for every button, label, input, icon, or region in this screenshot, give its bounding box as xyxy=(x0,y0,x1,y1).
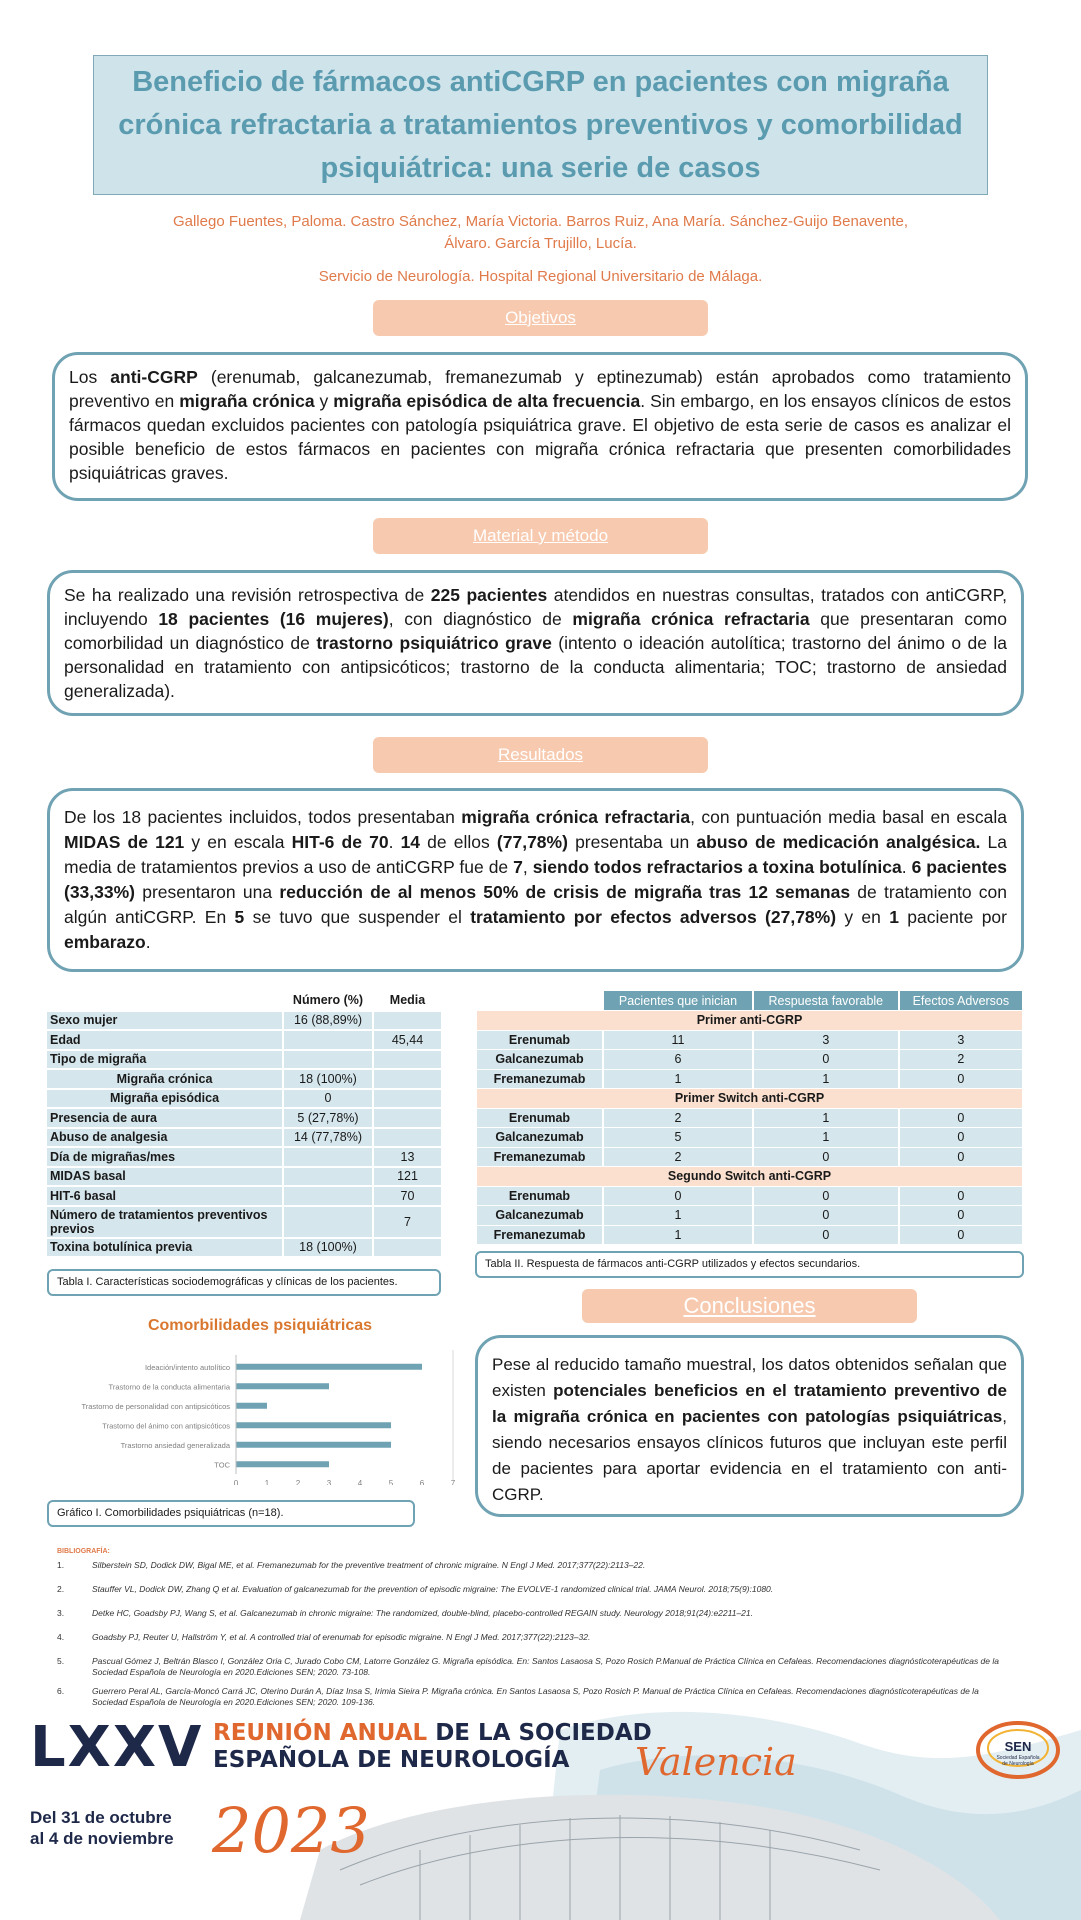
x-tick-label: 2 xyxy=(295,1479,301,1485)
text-run: paciente por xyxy=(898,907,1007,927)
text-run: , con puntuación media basal en escala xyxy=(690,807,1007,827)
reference-number: 4. xyxy=(57,1632,65,1642)
bold-text-run: tratamiento por efectos adversos (27,78%) xyxy=(470,907,837,927)
bar xyxy=(236,1403,267,1409)
sen-logo-text: SEN xyxy=(1004,1739,1032,1754)
row-label: Migraña episódica xyxy=(47,1089,283,1109)
x-tick-label: 6 xyxy=(419,1479,425,1485)
drug-name: Fremanezumab xyxy=(477,1225,603,1245)
resultados-box xyxy=(47,788,1024,972)
bold-text-run: 225 pacientes xyxy=(430,585,548,605)
poster-title-box xyxy=(93,55,988,195)
reference-text: Guerrero Peral AL, García-Moncó Carrá JC, Oterino Durán A, Díaz Insa S, Irimia Sieira P. Migraña crónica. En Santos Lasaosa S, Pozo Rosich P. Manual de Práctica Clínica en Cefaleas. Recomendaciones diagnósticoterapéuticas de la Sociedad Española de Neurología en 2020.Ediciones SEN; 2020. 109-136. xyxy=(92,1686,979,1707)
row-number-cell: 18 (100%) xyxy=(283,1069,373,1089)
text-run: Los xyxy=(69,367,111,387)
text-run: se tuvo que suspender el xyxy=(244,907,471,927)
table-row xyxy=(477,1030,1023,1050)
chart-caption: Gráfico I. Comorbilidades psiquiátricas (n=18). xyxy=(47,1500,415,1527)
table-row xyxy=(47,1069,442,1089)
congress-year: 2023 xyxy=(212,1794,370,1867)
dates-line-1: Del 31 de octubre xyxy=(30,1808,172,1827)
favorable-response-cell: 3 xyxy=(753,1030,899,1050)
text-run: La media de tratamientos previos a uso de antiCGRP fue de xyxy=(64,832,1008,877)
x-tick-label: 1 xyxy=(264,1479,270,1485)
reference-text: Stauffer VL, Dodick DW, Zhang Q et al. Evaluation of galcanezumab for the prevention of episodic migraine: The EVOLVE-1 randomized clinical trial. JAMA Neurol. 2018;75(9):1080. xyxy=(92,1584,774,1594)
row-number-cell xyxy=(283,1186,373,1206)
text-run: . xyxy=(901,857,912,877)
category-label: Trastorno ansiedad generalizada xyxy=(120,1440,230,1450)
table-header-cell xyxy=(47,991,283,1011)
table1-caption: Tabla I. Características sociodemográficas y clínicas de los pacientes. xyxy=(47,1269,441,1296)
bold-text-run: HIT-6 de 70 xyxy=(291,832,389,852)
text-run: y xyxy=(314,391,334,411)
row-mean-cell xyxy=(373,1128,442,1148)
table-row xyxy=(477,1147,1023,1167)
favorable-response-cell: 1 xyxy=(753,1108,899,1128)
row-number-cell: 14 (77,78%) xyxy=(283,1128,373,1148)
chart-title: Comorbilidades psiquiátricas xyxy=(147,1317,373,1334)
table-header-cell: Pacientes que inician xyxy=(603,991,753,1011)
bold-text-run: migraña crónica refractaria xyxy=(461,807,691,827)
x-tick-label: 4 xyxy=(357,1479,363,1485)
text-run: Se ha realizado una revisión retrospectiva de xyxy=(64,585,431,605)
patients-start-cell: 1 xyxy=(603,1069,753,1089)
row-mean-cell xyxy=(373,1011,442,1031)
reference-item xyxy=(57,1608,1012,1619)
category-label: Trastorno de la conducta alimentaria xyxy=(108,1382,230,1392)
reference-item xyxy=(57,1632,1012,1643)
bold-text-run: siendo todos refractarios a toxina botulínica xyxy=(532,857,902,877)
drug-name: Galcanezumab xyxy=(477,1128,603,1148)
x-tick-label: 7 xyxy=(450,1479,456,1485)
text-run: de ellos xyxy=(420,832,497,852)
authors-line-1: Gallego Fuentes, Paloma. Castro Sánchez, María Victoria. Barros Ruiz, Ana María. Sánchez-Guijo Benavente, xyxy=(172,213,909,230)
row-number-cell xyxy=(283,1167,373,1187)
drug-name: Galcanezumab xyxy=(477,1050,603,1070)
congress-name-rest: DE LA SOCIEDAD xyxy=(427,1720,652,1746)
drug-name: Fremanezumab xyxy=(477,1147,603,1167)
text-run: atendidos en nuestras consultas, tratados con antiCGRP, incluyendo xyxy=(64,585,1008,629)
bar xyxy=(236,1364,422,1370)
conclusiones-box xyxy=(475,1335,1024,1517)
reference-text: Goadsby PJ, Reuter U, Hallström Y, et al. A controlled trial of erenumab for episodic migraine. N Engl J Med. 2017;377(22):2123–32. xyxy=(92,1632,591,1642)
drug-name: Erenumab xyxy=(477,1186,603,1206)
table-row xyxy=(47,1147,442,1167)
congress-name-highlight: REUNIÓN ANUAL xyxy=(213,1720,428,1746)
reference-number: 3. xyxy=(57,1608,65,1618)
patients-start-cell: 2 xyxy=(603,1108,753,1128)
comorbidities-bar-chart xyxy=(40,1345,470,1485)
table-header-cell xyxy=(477,991,603,1011)
row-label: Número de tratamientos preventivos previos xyxy=(47,1206,283,1238)
bold-text-run: migraña crónica refractaria xyxy=(572,609,810,629)
patients-start-cell: 5 xyxy=(603,1128,753,1148)
text-run: . xyxy=(145,932,151,952)
bold-text-run: 18 pacientes (16 mujeres) xyxy=(158,609,389,629)
table-row xyxy=(47,1238,442,1258)
authors-line-2: Álvaro. García Trujillo, Lucía. xyxy=(444,235,637,252)
bold-text-run: potenciales beneficios en el tratamiento preventivo de la migraña crónica en pacientes con patologías psiquiátricas xyxy=(492,1381,1007,1426)
table-row xyxy=(47,1011,442,1031)
x-tick-label: 3 xyxy=(326,1479,332,1485)
favorable-response-cell: 0 xyxy=(753,1186,899,1206)
bold-text-run: MIDAS de 121 xyxy=(64,832,185,852)
row-mean-cell xyxy=(373,1089,442,1109)
patients-start-cell: 1 xyxy=(603,1225,753,1245)
objetivos-box xyxy=(52,352,1028,501)
row-label: Tipo de migraña xyxy=(47,1050,283,1070)
row-label: Toxina botulínica previa xyxy=(47,1238,283,1258)
patients-start-cell: 11 xyxy=(603,1030,753,1050)
table-group-row xyxy=(477,1011,1023,1031)
table-row xyxy=(47,1089,442,1109)
row-label: Migraña crónica xyxy=(47,1069,283,1089)
patients-start-cell: 1 xyxy=(603,1206,753,1226)
text-run: presentaba un xyxy=(567,832,697,852)
bar xyxy=(236,1461,329,1467)
favorable-response-cell: 0 xyxy=(753,1225,899,1245)
dates-line-2: al 4 de noviembre xyxy=(30,1829,174,1848)
section-heading-material: Material y método xyxy=(373,518,708,554)
group-title: Primer anti-CGRP xyxy=(477,1011,1023,1031)
x-tick-label: 5 xyxy=(388,1479,394,1485)
adverse-effects-cell: 0 xyxy=(899,1225,1023,1245)
bold-text-run: (77,78%) xyxy=(496,832,568,852)
row-mean-cell: 7 xyxy=(373,1206,442,1238)
bold-text-run: 6 pacientes (33,33%) xyxy=(64,857,1007,902)
adverse-effects-cell: 0 xyxy=(899,1108,1023,1128)
table-header-cell: Efectos Adversos xyxy=(899,991,1023,1011)
patients-start-cell: 0 xyxy=(603,1186,753,1206)
favorable-response-cell: 0 xyxy=(753,1050,899,1070)
table2-caption: Tabla II. Respuesta de fármacos anti-CGRP utilizados y efectos secundarios. xyxy=(475,1251,1024,1278)
table-header-cell: Número (%) xyxy=(283,991,373,1011)
reference-number: 2. xyxy=(57,1584,65,1594)
x-tick-label: 0 xyxy=(233,1479,239,1485)
adverse-effects-cell: 0 xyxy=(899,1069,1023,1089)
bold-text-run: anti-CGRP xyxy=(110,367,198,387)
row-mean-cell: 13 xyxy=(373,1147,442,1167)
congress-number: LXXV xyxy=(30,1715,204,1780)
row-number-cell: 18 (100%) xyxy=(283,1238,373,1258)
table-row xyxy=(47,1030,442,1050)
bold-text-run: embarazo xyxy=(64,932,146,952)
table-row xyxy=(477,1128,1023,1148)
table-group-row xyxy=(477,1089,1023,1109)
text-run: Pese al reducido tamaño muestral, los datos obtenidos señalan que existen xyxy=(492,1355,1007,1400)
adverse-effects-cell: 0 xyxy=(899,1206,1023,1226)
row-label: Sexo mujer xyxy=(47,1011,283,1031)
category-label: TOC xyxy=(214,1460,230,1470)
table-row xyxy=(47,1050,442,1070)
table-row xyxy=(477,1206,1023,1226)
text-run: y en xyxy=(836,907,890,927)
text-run: , siendo necesarios ensayos clínicos futuros que incluyan este perfil de pacientes para aportar evidencia en el tratamiento con anti-CGRP. xyxy=(492,1407,1007,1504)
table-row xyxy=(477,1186,1023,1206)
sen-logo-subtitle-line-2: de Neurología xyxy=(1002,1761,1034,1767)
bold-text-run: 5 xyxy=(234,907,245,927)
reference-text: Detke HC, Goadsby PJ, Wang S, et al. Galcanezumab in chronic migraine: The randomized, double-blind, placebo-controlled REGAIN study. Neurology 2018;91(24):e2211–21. xyxy=(92,1608,753,1618)
bold-text-run: migraña episódica de alta frecuencia xyxy=(333,391,641,411)
text-run: (erenumab, galcanezumab, fremanezumab y eptinezumab) están aprobados como tratamiento preventivo en xyxy=(69,367,1011,411)
text-run: . xyxy=(388,832,401,852)
reference-item xyxy=(57,1584,1012,1595)
bold-text-run: abuso de medicación analgésica. xyxy=(696,832,981,852)
row-label: Abuso de analgesia xyxy=(47,1128,283,1148)
text-run: que presentaran como comorbilidad un diagnóstico de xyxy=(64,609,1007,653)
text-run: (intento o ideación autolítica; trastorno del ánimo o de la personalidad en tratamiento con antipsicóticos; trastorno de la conducta alimentaria; TOC; trastorno de ansiedad generalizada). xyxy=(64,633,1007,701)
table-row xyxy=(477,1108,1023,1128)
row-mean-cell xyxy=(373,1050,442,1070)
text-run: presentaron una xyxy=(135,882,280,902)
bar xyxy=(236,1442,391,1448)
authors xyxy=(120,211,961,255)
text-run: , xyxy=(522,857,533,877)
row-number-cell xyxy=(283,1206,373,1238)
group-title: Primer Switch anti-CGRP xyxy=(477,1089,1023,1109)
table-row xyxy=(477,1069,1023,1089)
adverse-effects-cell: 0 xyxy=(899,1147,1023,1167)
category-label: Trastorno de personalidad con antipsicóticos xyxy=(81,1401,230,1411)
table-row xyxy=(47,1167,442,1187)
row-label: Edad xyxy=(47,1030,283,1050)
row-number-cell: 16 (88,89%) xyxy=(283,1011,373,1031)
table-header-cell: Media xyxy=(373,991,442,1011)
table-row xyxy=(47,1108,442,1128)
table-row xyxy=(477,1225,1023,1245)
congress-footer xyxy=(0,1700,1081,1920)
bold-text-run: 7 xyxy=(513,857,523,877)
reference-number: 5. xyxy=(57,1656,65,1666)
congress-dates xyxy=(30,1807,174,1849)
bold-text-run: 14 xyxy=(400,832,421,852)
adverse-effects-cell: 3 xyxy=(899,1030,1023,1050)
row-mean-cell xyxy=(373,1108,442,1128)
table-characteristics xyxy=(47,991,443,1258)
text-run: , con diagnóstico de xyxy=(388,609,573,629)
row-mean-cell xyxy=(373,1238,442,1258)
text-run: y en escala xyxy=(184,832,292,852)
favorable-response-cell: 1 xyxy=(753,1128,899,1148)
group-title: Segundo Switch anti-CGRP xyxy=(477,1167,1023,1187)
sen-logo-subtitle xyxy=(975,1755,1061,1767)
drug-name: Galcanezumab xyxy=(477,1206,603,1226)
category-label: Ideación/intento autolítico xyxy=(144,1362,230,1372)
adverse-effects-cell: 0 xyxy=(899,1186,1023,1206)
sen-logo-subtitle-line-1: Sociedad Española xyxy=(996,1755,1040,1761)
table-header-cell: Respuesta favorable xyxy=(753,991,899,1011)
row-mean-cell: 121 xyxy=(373,1167,442,1187)
material-box xyxy=(47,570,1024,716)
reference-number: 1. xyxy=(57,1560,65,1570)
favorable-response-cell: 0 xyxy=(753,1147,899,1167)
table-row xyxy=(47,1128,442,1148)
affiliation: Servicio de Neurología. Hospital Regional Universitario de Málaga. xyxy=(318,268,763,285)
section-heading-conclusiones: Conclusiones xyxy=(582,1289,917,1323)
row-number-cell xyxy=(283,1030,373,1050)
section-heading-resultados: Resultados xyxy=(373,737,708,773)
bar xyxy=(236,1422,391,1428)
text-run: de tratamiento con algún antiCGRP. En xyxy=(64,882,1007,927)
row-label: Día de migrañas/mes xyxy=(47,1147,283,1167)
bibliography-heading: BIBLIOGRAFÍA: xyxy=(57,1548,110,1555)
table-row xyxy=(47,1186,442,1206)
table-response xyxy=(477,991,1024,1245)
bar xyxy=(236,1383,329,1389)
category-label: Trastorno del ánimo con antipsicóticos xyxy=(102,1421,230,1431)
bold-text-run: migraña crónica xyxy=(179,391,315,411)
favorable-response-cell: 1 xyxy=(753,1069,899,1089)
row-mean-cell: 70 xyxy=(373,1186,442,1206)
congress-name xyxy=(213,1720,652,1774)
text-run: . Sin embargo, en los ensayos clínicos de estos fármacos quedan excluidos pacientes con patología psiquiátrica grave. El objetivo de esta serie de casos es analizar el posible beneficio de estos fármacos en pacientes con migraña crónica refractaria que presenten comorbilidades psiquiátricas graves. xyxy=(69,391,1011,483)
row-label: Presencia de aura xyxy=(47,1108,283,1128)
row-number-cell: 5 (27,78%) xyxy=(283,1108,373,1128)
reference-text: Pascual Gómez J, Beltrán Blasco I, González Oria C, Jurado Cobo CM, Latorre González G. Migraña episódica. En: Santos Lasaosa S, Pozo Rosich P.Manual de Práctica Clínica en Cefaleas. Recomendaciones diagnósticoterapéuticas de la Sociedad Española de Neurología en 2020.Ediciones SEN; 2020. 73-108. xyxy=(92,1656,999,1677)
congress-name-line-2: ESPAÑOLA DE NEUROLOGÍA xyxy=(213,1747,570,1773)
row-label: HIT-6 basal xyxy=(47,1186,283,1206)
row-mean-cell: 45,44 xyxy=(373,1030,442,1050)
adverse-effects-cell: 2 xyxy=(899,1050,1023,1070)
table-row xyxy=(47,1206,442,1238)
drug-name: Fremanezumab xyxy=(477,1069,603,1089)
reference-item xyxy=(57,1656,1012,1678)
row-label: MIDAS basal xyxy=(47,1167,283,1187)
table-group-row xyxy=(477,1167,1023,1187)
poster-title: Beneficio de fármacos antiCGRP en pacientes con migraña crónica refractaria a tratamientos preventivos y comorbilidad psiquiátrica: una serie de casos xyxy=(118,65,963,184)
patients-start-cell: 2 xyxy=(603,1147,753,1167)
row-number-cell xyxy=(283,1147,373,1167)
favorable-response-cell: 0 xyxy=(753,1206,899,1226)
reference-item xyxy=(57,1560,1012,1571)
table-row xyxy=(477,1050,1023,1070)
row-mean-cell xyxy=(373,1069,442,1089)
drug-name: Erenumab xyxy=(477,1108,603,1128)
sen-logo xyxy=(975,1720,1061,1780)
text-run: De los 18 pacientes incluidos, todos presentaban xyxy=(64,807,462,827)
section-heading-objetivos: Objetivos xyxy=(373,300,708,336)
bold-text-run: 1 xyxy=(889,907,899,927)
reference-number: 6. xyxy=(57,1686,65,1696)
row-number-cell: 0 xyxy=(283,1089,373,1109)
reference-text: Silberstein SD, Dodick DW, Bigal ME, et al. Fremanezumab for the preventive treatment of chronic migraine. N Engl J Med. 2017;377(22):2113–22. xyxy=(92,1560,646,1570)
bold-text-run: trastorno psiquiátrico grave xyxy=(316,633,552,653)
drug-name: Erenumab xyxy=(477,1030,603,1050)
congress-city: Valencia xyxy=(635,1740,797,1784)
patients-start-cell: 6 xyxy=(603,1050,753,1070)
row-number-cell xyxy=(283,1050,373,1070)
bold-text-run: reducción de al menos 50% de crisis de migraña tras 12 semanas xyxy=(279,882,851,902)
adverse-effects-cell: 0 xyxy=(899,1128,1023,1148)
